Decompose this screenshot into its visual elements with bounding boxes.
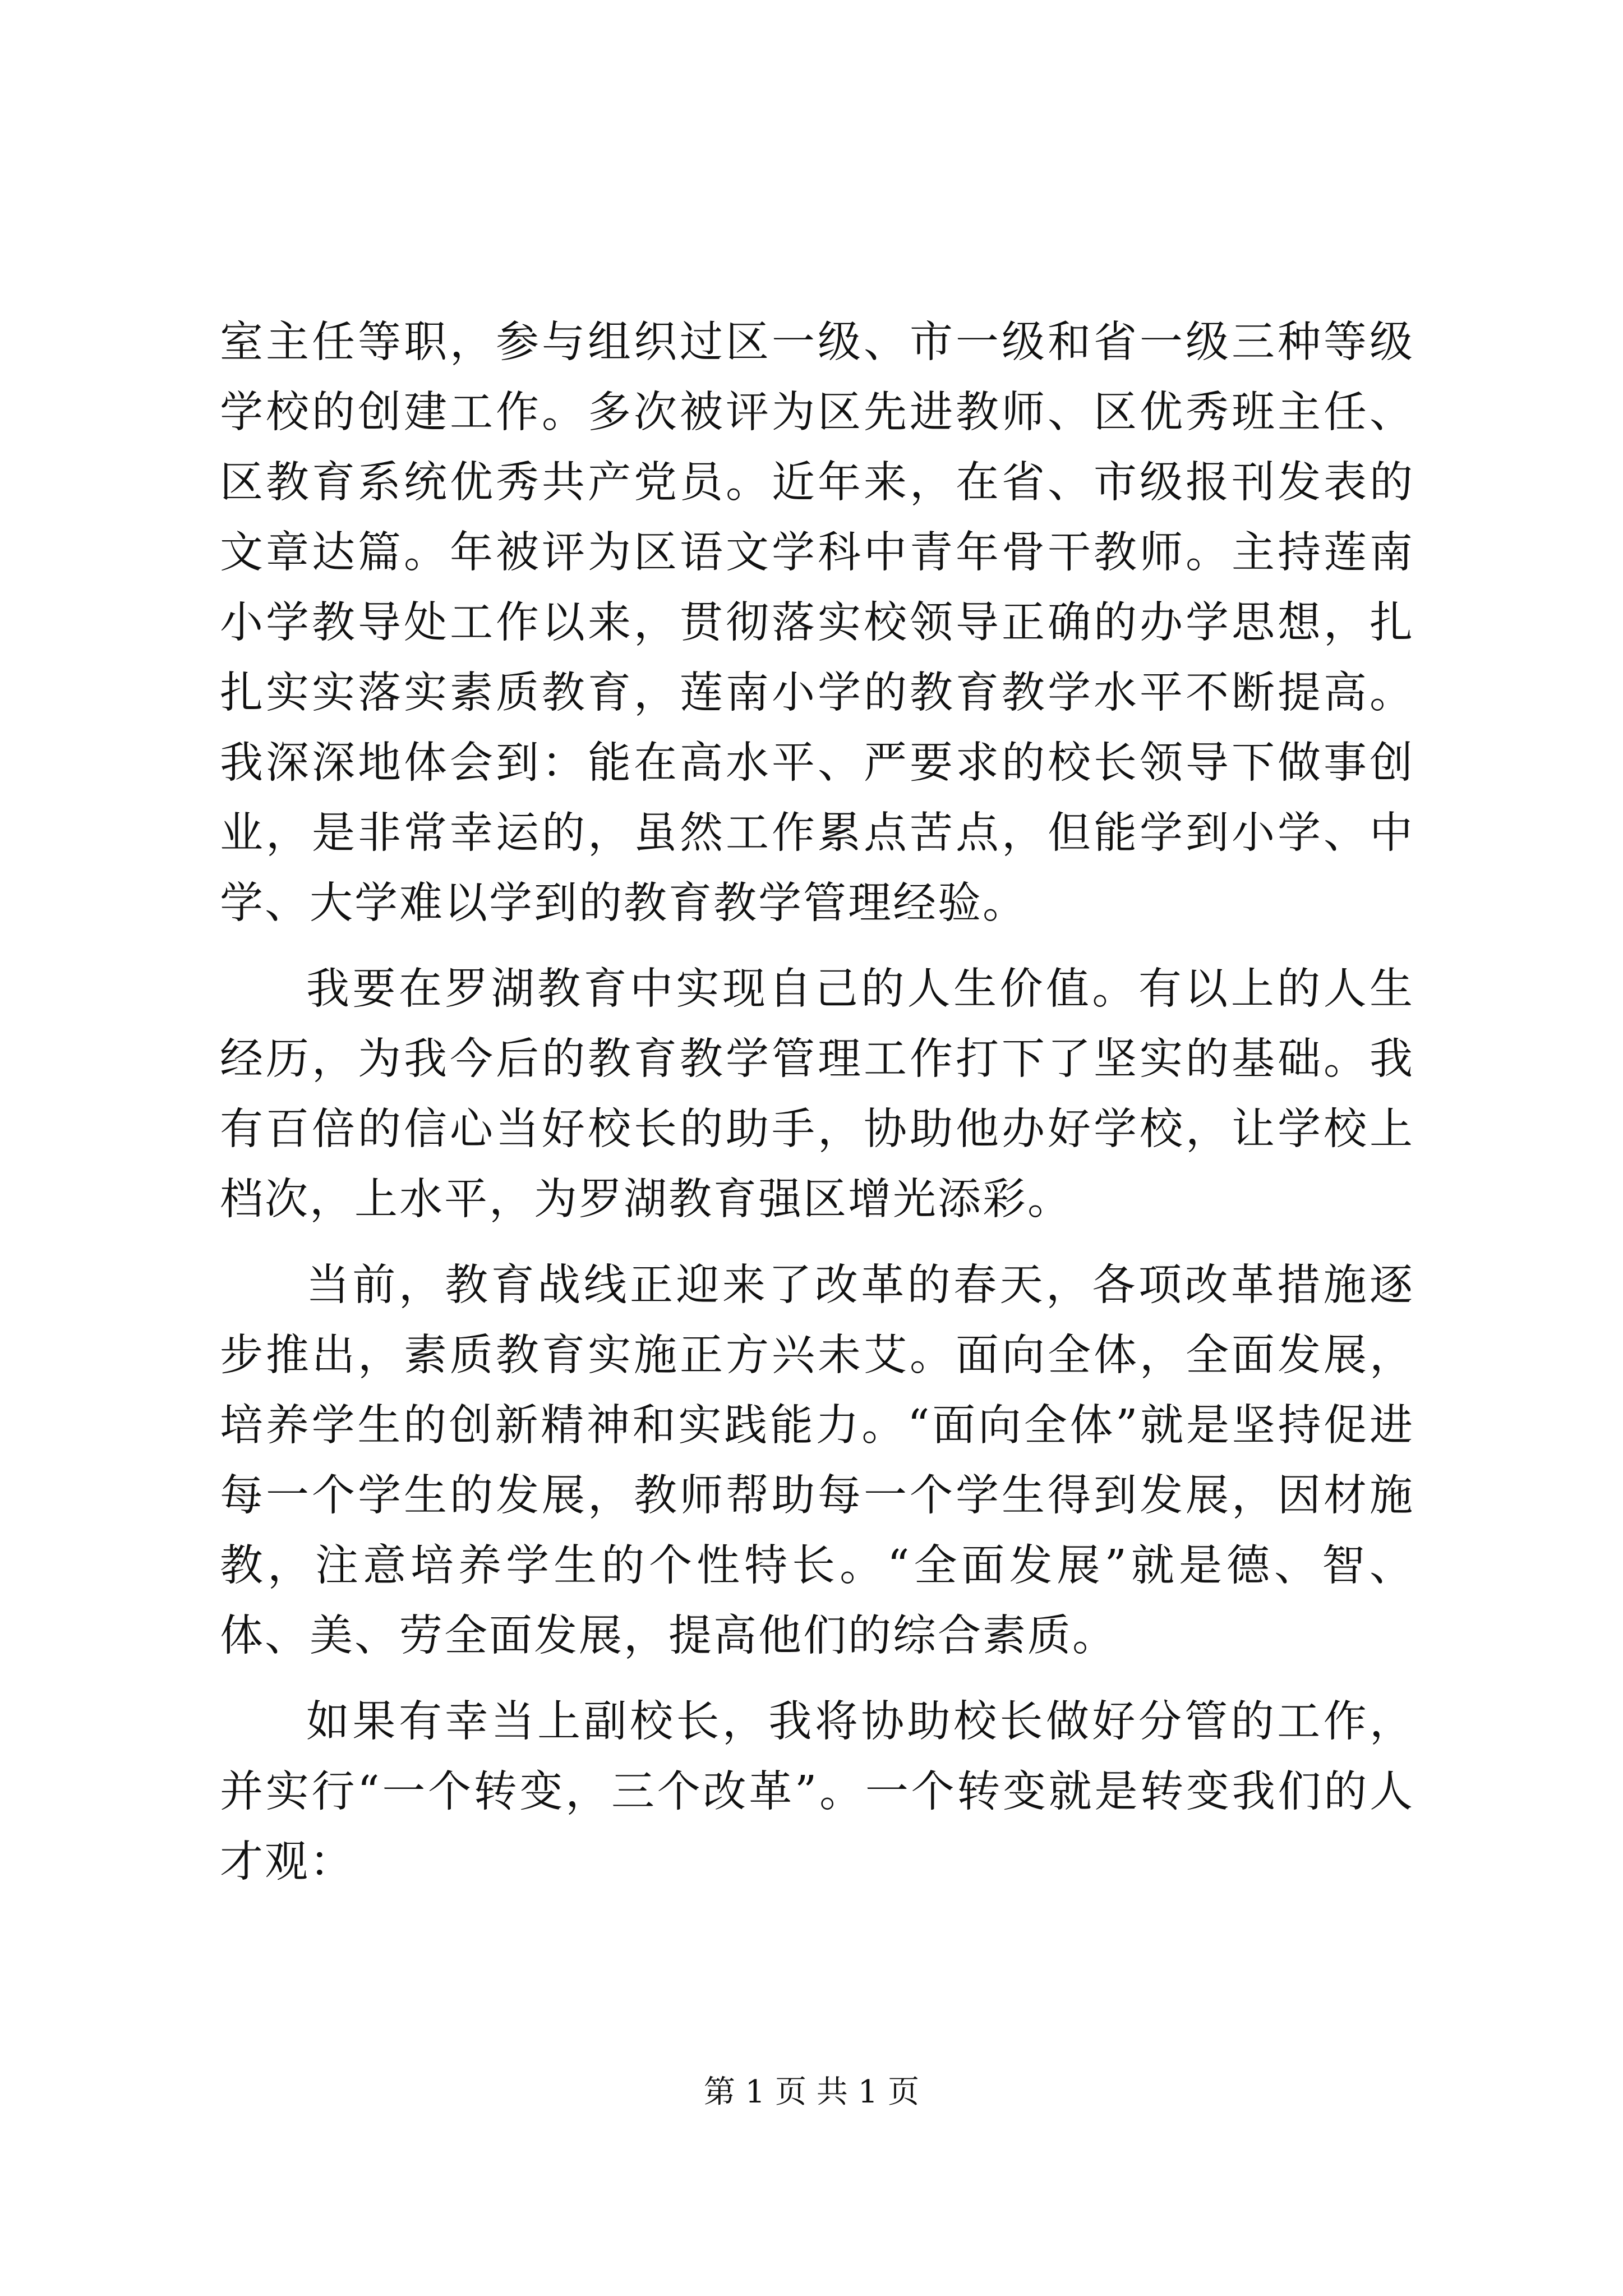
paragraph-1: 室主任等职，参与组织过区一级、市一级和省一级三种等级学校的创建工作。多次被评为区先进教师、区优秀班主任、区教育系统优秀共产党员。近年来，在省、市级报刊发表的文章达篇。年被评为区语文学科中青年骨干教师。主持莲南小学教导处工作以来，贯彻落实校领导正确的办学思想，扎扎实实落实素质教育，莲南小学的教育教学水平不断提高。我深深地体会到：能在高水平、严要求的校长领导下做事创业，是非常幸运的，虽然工作累点苦点，但能学到小学、中学、大学难以学到的教育教学管理经验。 (220, 318, 1414, 928)
paragraph-2: 我要在罗湖教育中实现自己的人生价值。有以上的人生经历，为我今后的教育教学管理工作打下了坚实的基础。我有百倍的信心当好校长的助手，协助他办好学校，让学校上档次，上水平，为罗湖教育强区增光添彩。 (220, 964, 1414, 1225)
document-body (220, 307, 1414, 1913)
paragraph-4: 如果有幸当上副校长，我将协助校长做好分管的工作，并实行“一个转变，三个改革”。一个转变就是转变我们的人才观： (220, 1697, 1414, 1887)
paragraph-3: 当前，教育战线正迎来了改革的春天，各项改革措施逐步推出，素质教育实施正方兴未艾。面向全体，全面发展，培养学生的创新精神和实践能力。“面向全体”就是坚持促进每一个学生的发展，教师帮助每一个学生得到发展，因材施教，注意培养学生的个性特长。“全面发展”就是德、智、体、美、劳全面发展，提高他们的综合素质。 (220, 1260, 1414, 1661)
page-footer: 第 1 页 共 1 页 (703, 2074, 920, 2110)
